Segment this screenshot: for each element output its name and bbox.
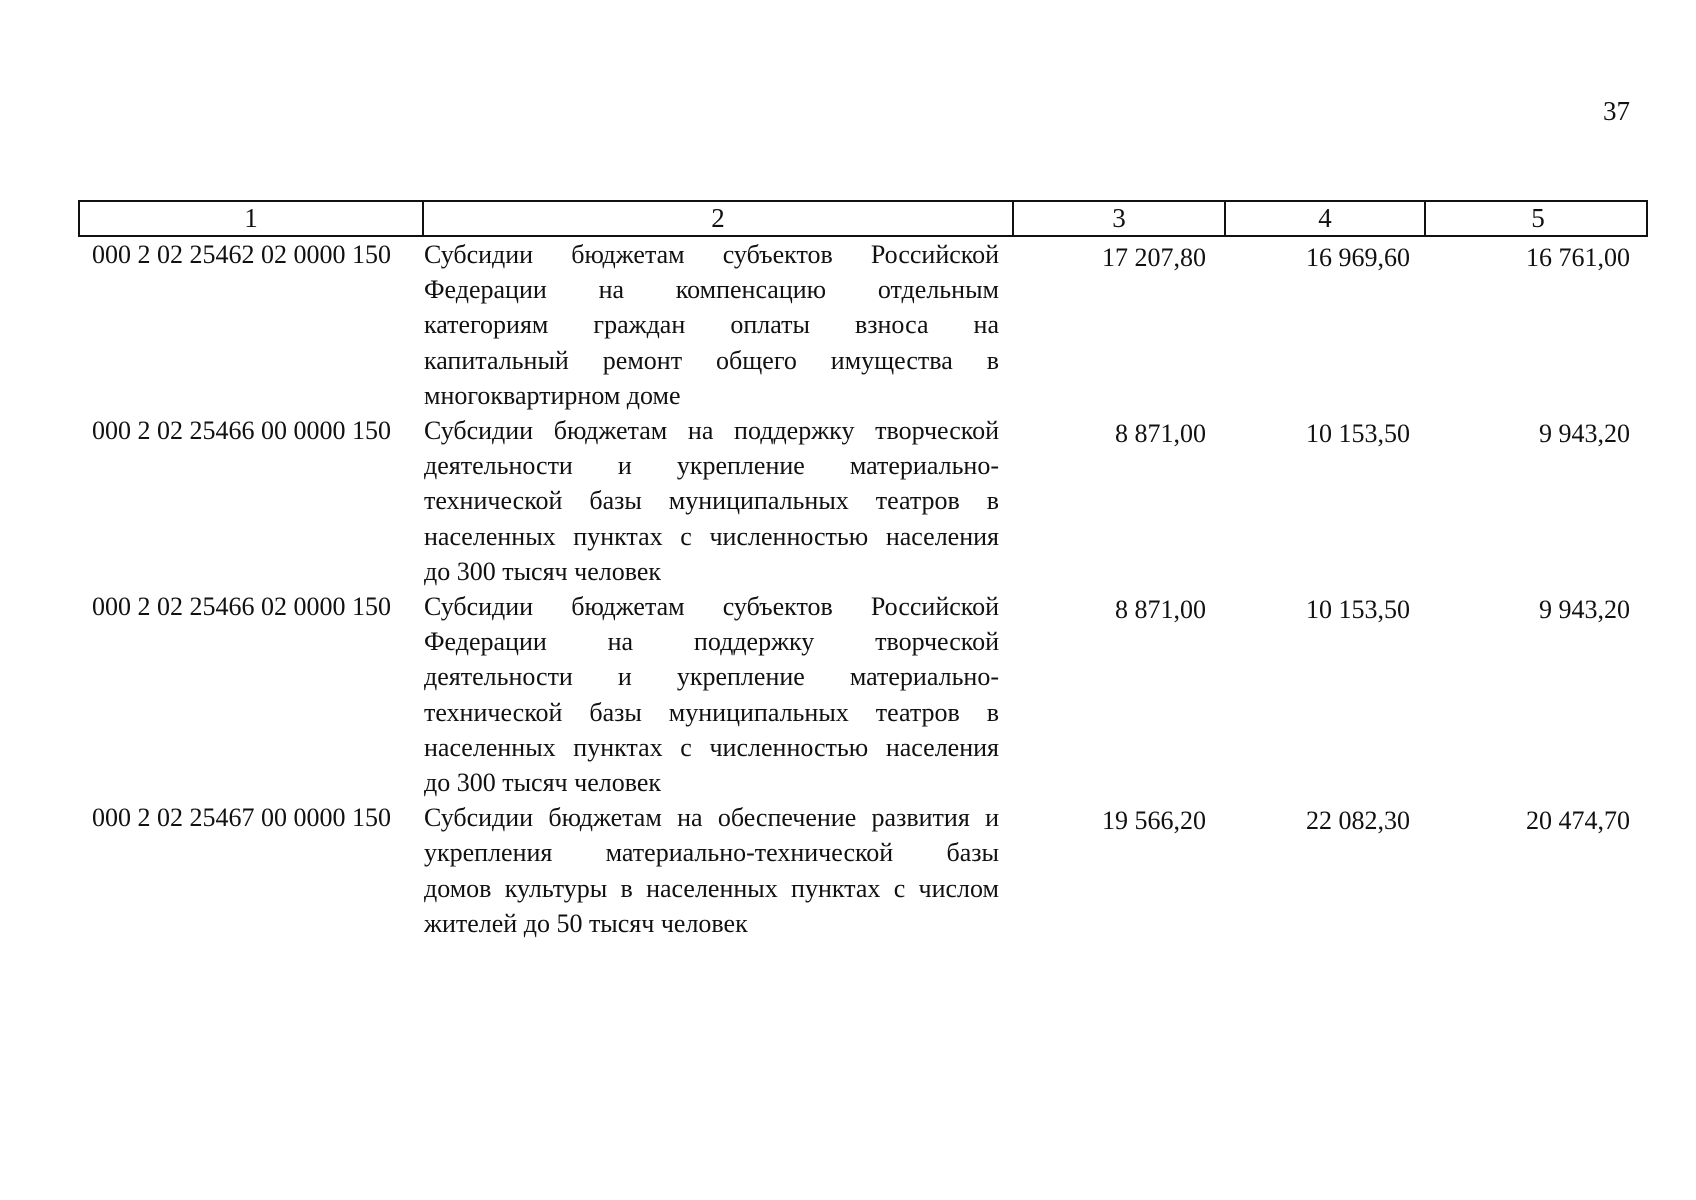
- description-line: Субсидии бюджетам субъектов Российской: [424, 592, 999, 621]
- row-value-col-5: 16 761,00: [1526, 243, 1630, 272]
- description-line: капитальный ремонт общего имущества в: [424, 345, 999, 375]
- row-value-col-3: 8 871,00: [1115, 419, 1206, 448]
- header-col-3: 3: [1012, 202, 1224, 235]
- row-code: 000 2 02 25466 02 0000 150: [92, 592, 391, 621]
- description-line: населенных пунктах с численностью населения: [424, 521, 999, 551]
- description-line: многоквартирном доме: [424, 380, 681, 410]
- row-description: [424, 237, 999, 413]
- row-value-col-5: 20 474,70: [1526, 806, 1630, 836]
- description-line: Субсидии бюджетам на обеспечение развития и: [424, 803, 999, 833]
- table-header: [78, 200, 1648, 237]
- page-number: 37: [1603, 96, 1630, 126]
- description-line: до 300 тысяч человек: [424, 556, 662, 586]
- description-line: деятельности и укрепление материально-: [424, 662, 999, 692]
- table-row: [78, 237, 1648, 413]
- description-line: категориям граждан оплаты взноса на: [424, 310, 999, 340]
- table-row: [78, 589, 1648, 800]
- row-value-col-3: 19 566,20: [1102, 806, 1206, 836]
- row-value-col-4: 10 153,50: [1306, 419, 1410, 448]
- row-value-col-4: 22 082,30: [1306, 806, 1410, 836]
- description-line: укрепления материально-технической базы: [424, 838, 999, 868]
- description-line: населенных пунктах с численностью населения: [424, 732, 999, 762]
- table-body: [78, 237, 1648, 941]
- description-line: технической базы муниципальных театров в: [424, 697, 999, 727]
- row-value-col-3: 17 207,80: [1102, 243, 1206, 272]
- row-description: [424, 589, 999, 800]
- row-value-col-5: 9 943,20: [1539, 419, 1630, 448]
- description-line: деятельности и укрепление материально-: [424, 451, 999, 481]
- description-line: Субсидии бюджетам на поддержку творческой: [424, 416, 999, 445]
- description-line: домов культуры в населенных пунктах с числом: [424, 873, 999, 903]
- row-code: 000 2 02 25466 00 0000 150: [92, 416, 391, 445]
- row-description: [424, 413, 999, 589]
- description-line: до 300 тысяч человек: [424, 767, 662, 797]
- row-value-col-3: 8 871,00: [1115, 595, 1206, 624]
- table-row: [78, 413, 1648, 589]
- row-description: [424, 800, 999, 941]
- description-line: Субсидии бюджетам субъектов Российской: [424, 240, 999, 269]
- row-value-col-5: 9 943,20: [1539, 595, 1630, 624]
- table-row: [78, 800, 1648, 941]
- header-col-4: 4: [1224, 202, 1424, 235]
- description-line: Федерации на компенсацию отдельным: [424, 275, 999, 305]
- description-line: жителей до 50 тысяч человек: [424, 908, 748, 938]
- budget-table: [78, 200, 1648, 941]
- description-line: Федерации на поддержку творческой: [424, 627, 999, 657]
- header-col-1: 1: [244, 203, 258, 233]
- header-col-2: 2: [422, 202, 1012, 235]
- row-code: 000 2 02 25467 00 0000 150: [92, 803, 391, 833]
- row-value-col-4: 16 969,60: [1306, 243, 1410, 272]
- row-code: 000 2 02 25462 02 0000 150: [92, 240, 391, 269]
- row-value-col-4: 10 153,50: [1306, 595, 1410, 624]
- description-line: технической базы муниципальных театров в: [424, 486, 999, 516]
- header-col-5: 5: [1424, 202, 1650, 235]
